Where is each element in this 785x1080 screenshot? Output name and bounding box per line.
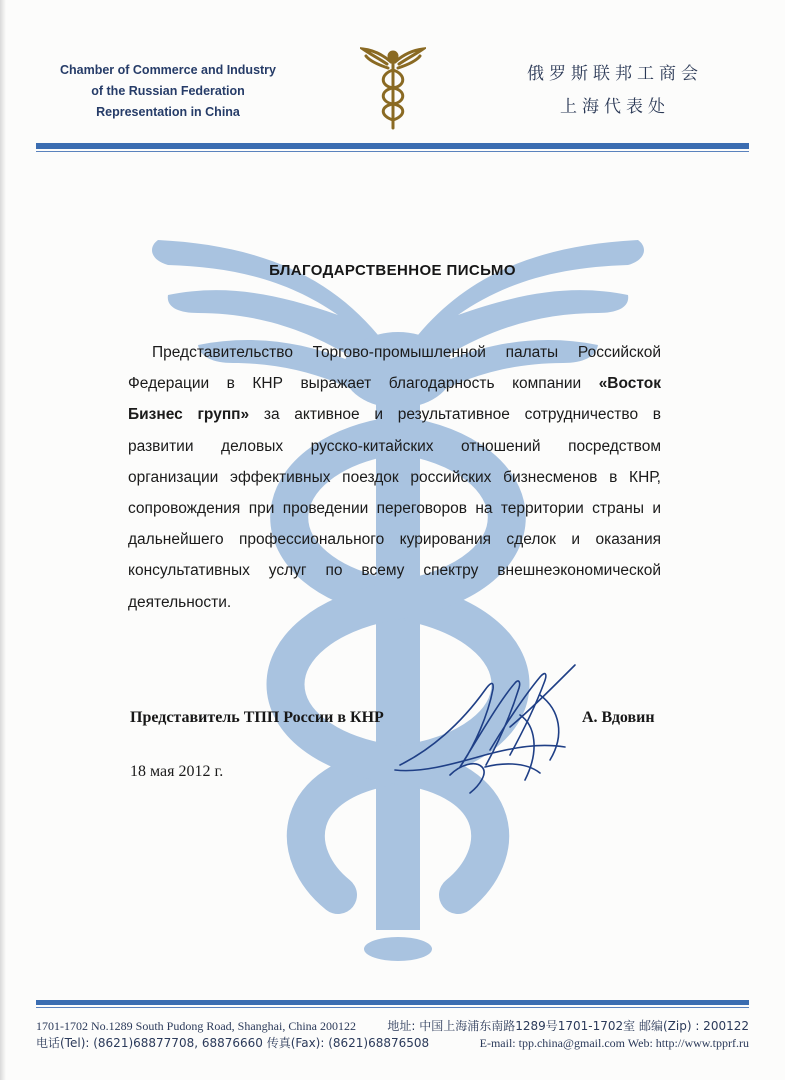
body-line: Бизнес групп» за активное и результативное сотрудничество в (128, 406, 662, 424)
letter-body (128, 337, 661, 618)
body-line: деятельности. (128, 593, 232, 611)
header-divider (36, 143, 749, 149)
org-name-cn-line-1: 俄罗斯联邦工商会 (527, 64, 703, 84)
footer-divider-thin (36, 1007, 749, 1008)
footer-address-cn: 地址: 中国上海浦东南路1289号1701-1702室 邮编(Zip) : 200122 (387, 1019, 749, 1033)
org-name-en-line-2: of the Russian Federation (91, 84, 245, 98)
org-name-chinese (470, 58, 760, 124)
body-line: консультативных услуг по всему спектру внешнеэкономической (128, 562, 661, 580)
org-name-english (48, 60, 288, 123)
letter-title: БЛАГОДАРСТВЕННОЕ ПИСЬМО (269, 262, 516, 279)
handwritten-signature-icon (390, 655, 590, 800)
body-line: Федерации в КНР выражает благодарность компании «Восток (128, 375, 661, 393)
signatory-title: Представитель ТПП России в КНР (130, 709, 384, 726)
signatory-name: А. Вдовин (582, 709, 655, 726)
footer-address-en: 1701-1702 No.1289 South Pudong Road, Shanghai, China 200122 (36, 1019, 356, 1033)
body-line: сопровождения при проведении переговоров на территории страны и (128, 499, 661, 517)
footer-contact: E-mail: tpp.china@gmail.com Web: http://www.tpprf.ru (479, 1036, 749, 1050)
org-name-en-line-1: Chamber of Commerce and Industry (59, 63, 276, 77)
caduceus-logo-icon (360, 44, 426, 130)
body-line: Представительство Торгово-промышленной палаты Российской (152, 344, 661, 361)
org-name-en-line-3: Representation in China (96, 105, 240, 119)
footer-phone-fax: 电话(Tel): (8621)68877708, 68876660 传真(Fax): (8621)68876508 (36, 1036, 430, 1050)
footer-divider (36, 1000, 749, 1005)
body-line: организации эффективных поездок российских бизнесменов в КНР, (128, 468, 661, 486)
org-name-cn-line-2: 上海代表处 (560, 97, 670, 117)
body-line: развитии деловых русско-китайских отношений посредством (128, 437, 661, 455)
body-line: дальнейшего профессионального курирования сделок и оказания (128, 531, 661, 549)
header-divider-thin (36, 151, 749, 152)
letter-date: 18 мая 2012 г. (130, 763, 224, 780)
